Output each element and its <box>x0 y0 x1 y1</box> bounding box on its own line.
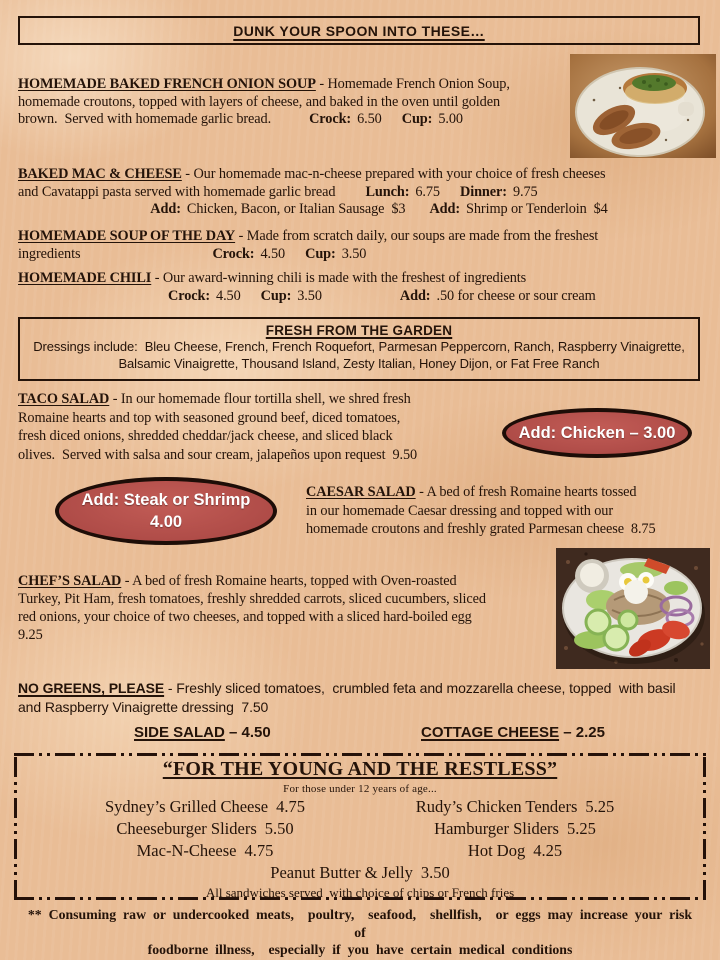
item-line <box>306 483 716 502</box>
item-line <box>18 572 563 590</box>
item-line <box>18 166 678 184</box>
item-soup-of-the-day <box>18 228 718 263</box>
item-line: and Raspberry Vinaigrette dressing 7.50 <box>18 699 269 715</box>
price-value: 3.50 <box>297 287 322 304</box>
item-title: HOMEMADE CHILI <box>18 270 152 286</box>
item-chefs-salad <box>18 572 563 644</box>
item-line: Romaine hearts and top with seasoned ground beef, diced tomatoes, <box>18 409 401 426</box>
spacer <box>322 299 400 300</box>
kids-item <box>50 818 360 840</box>
item-desc: - Our award-winning chili is made with the freshest of ingredients <box>151 270 527 286</box>
kids-item-price: 4.75 <box>276 797 305 816</box>
item-line <box>18 201 678 219</box>
item-desc: and Cavatappi pasta served with homemade garlic bread <box>18 183 336 200</box>
item-line <box>18 679 712 698</box>
item-line: in our homemade Caesar dressing and topped with our <box>306 502 613 519</box>
kids-item-price: 5.25 <box>566 819 596 838</box>
chefs-salad-photo <box>556 548 710 669</box>
kids-item <box>50 840 360 862</box>
kids-menu-title: “FOR THE YOUNG AND THE RESTLESS” <box>162 758 558 780</box>
item-title: HOMEMADE BAKED FRENCH ONION SOUP <box>18 76 316 92</box>
item-desc: - A bed of fresh Romaine hearts, topped with Oven-roasted <box>121 573 457 589</box>
item-desc: - A bed of fresh Romaine hearts tossed <box>415 484 637 500</box>
kids-item <box>50 796 360 818</box>
kids-item-price: 4.25 <box>533 841 563 860</box>
kids-item <box>360 818 670 840</box>
price-label: Lunch: <box>365 183 410 200</box>
item-title: TACO SALAD <box>18 391 110 407</box>
item-line <box>18 228 718 246</box>
item-line <box>18 288 718 306</box>
add-chicken-text: Add: Chicken – 3.00 <box>518 423 676 442</box>
item-line: homemade croutons, topped with layers of cheese, and baked in the oven until golden <box>18 93 501 110</box>
item-caesar-salad <box>306 483 716 539</box>
price-value: 3.50 <box>341 245 367 262</box>
kids-item-price: 4.75 <box>244 841 274 860</box>
item-title: SIDE SALAD <box>134 724 225 741</box>
item-title: COTTAGE CHEESE <box>421 724 560 741</box>
addon-value: Chicken, Bacon, or Italian Sausage $3 <box>186 201 406 217</box>
price-label: Crock: <box>168 287 211 304</box>
price-value: 4.50 <box>216 287 241 304</box>
item-desc: - In our homemade flour tortilla shell, we shred fresh <box>109 391 411 407</box>
french-onion-soup-photo <box>570 54 716 158</box>
kids-item <box>360 840 670 862</box>
kids-item-price: 5.25 <box>585 797 615 816</box>
garden-section-title: FRESH FROM THE GARDEN <box>265 323 453 338</box>
item-desc: - Made from scratch daily, our soups are made from the freshest <box>235 228 599 244</box>
price-label: Cup: <box>401 111 433 127</box>
kids-item-name: Hot Dog <box>467 841 526 860</box>
soups-section-title: DUNK YOUR SPOON INTO THESE… <box>233 22 485 39</box>
disclaimer-line: ** Consuming raw or undercooked meats, poultry, seafood, shellfish, or eggs may increase your risk of <box>27 907 700 940</box>
item-desc: brown. Served with homemade garlic bread. <box>18 111 272 127</box>
garden-dressings-line: Balsamic Vinaigrette, Thousand Island, Zesty Italian, Honey Dijon, or Fat Free Ranch <box>118 356 600 371</box>
price-value: 9.75 <box>512 183 538 200</box>
kids-item <box>360 796 670 818</box>
addon-label: Add: <box>399 287 431 304</box>
kids-menu-note: All sandwiches served with choice of chips or French fries <box>205 885 515 900</box>
kids-item-pbj <box>14 862 706 884</box>
item-title: NO GREENS, PLEASE <box>18 680 165 696</box>
disclaimer <box>20 906 700 959</box>
price-label: Dinner: <box>459 183 507 200</box>
item-line: homemade croutons and freshly grated Parmesan cheese 8.75 <box>306 521 656 537</box>
price-label: Cup: <box>305 245 336 262</box>
item-title: CAESAR SALAD <box>306 484 416 500</box>
spacer <box>80 257 212 258</box>
addon-value: Shrimp or Tenderloin $4 <box>466 201 608 217</box>
item-line: fresh diced onions, shredded cheddar/jack cheese, and sliced black <box>18 428 393 444</box>
addon-value: .50 for cheese or sour cream <box>436 287 596 304</box>
garden-dressings-line: Dressings include: Bleu Cheese, French, French Roquefort, Parmesan Peppercorn, Ranch, Raspberry Vinaigrette, <box>33 339 685 354</box>
item-side-salad <box>134 724 271 741</box>
item-homemade-chili <box>18 270 718 305</box>
kids-item-name: Hamburger Sliders <box>434 819 559 838</box>
item-line <box>18 390 498 409</box>
addon-label: Add: <box>150 201 181 217</box>
item-desc: - Homemade French Onion Soup, <box>315 76 510 92</box>
kids-item-name: Sydney’s Grilled Cheese <box>104 797 269 816</box>
item-desc: - Our homemade mac-n-cheese prepared with your choice of fresh cheeses <box>181 166 606 182</box>
price-value: – 2.25 <box>559 724 605 741</box>
add-steak-shrimp-badge <box>55 477 277 545</box>
spacer <box>271 122 309 123</box>
item-desc: ingredients <box>18 245 81 262</box>
item-line: Turkey, Pit Ham, fresh tomatoes, freshly shredded carrots, sliced cucumbers, sliced <box>18 591 486 607</box>
kids-item-price: 3.50 <box>420 863 450 882</box>
price-label: Cup: <box>260 287 292 304</box>
kids-item-name: Rudy’s Chicken Tenders <box>415 797 578 816</box>
item-title: BAKED MAC & CHEESE <box>18 166 182 182</box>
kids-menu-box <box>14 753 706 900</box>
kids-item-name: Peanut Butter & Jelly <box>270 863 413 882</box>
price-value: – 4.50 <box>224 724 271 741</box>
item-cottage-cheese <box>421 724 605 741</box>
price-value: 4.50 <box>260 245 286 262</box>
kids-menu-items <box>14 795 706 862</box>
kids-item-name: Cheeseburger Sliders <box>116 819 257 838</box>
add-steak-shrimp-price: 4.00 <box>149 513 183 531</box>
kids-item-price: 5.50 <box>264 819 294 838</box>
kids-item-name: Mac-N-Cheese <box>136 841 237 860</box>
add-steak-shrimp-text: Add: Steak or Shrimp <box>81 491 251 509</box>
price-label: Crock: <box>212 245 255 262</box>
item-french-onion-soup <box>18 76 570 129</box>
price-value: 6.75 <box>415 183 440 200</box>
item-line <box>18 246 718 264</box>
disclaimer-line: foodborne illness, especially if you have certain medical conditions <box>147 942 573 957</box>
item-taco-salad <box>18 390 498 464</box>
item-line <box>18 270 718 288</box>
add-chicken-badge <box>502 408 692 458</box>
price-label: Crock: <box>309 111 352 127</box>
item-line <box>18 111 570 129</box>
item-title: CHEF’S SALAD <box>18 573 122 589</box>
price-value: 6.50 <box>357 111 382 127</box>
item-desc: - Freshly sliced tomatoes, crumbled feta and mozzarella cheese, topped with basil <box>164 680 676 696</box>
addon-label: Add: <box>429 201 461 217</box>
spacer <box>335 195 365 196</box>
soups-section-header <box>18 16 700 45</box>
item-line: 9.25 <box>18 627 43 643</box>
item-baked-mac-cheese <box>18 166 678 219</box>
price-value: 5.00 <box>438 111 463 127</box>
item-line <box>18 184 678 202</box>
item-line: olives. Served with salsa and sour cream, jalapeños upon request 9.50 <box>18 446 418 463</box>
item-line <box>18 76 570 94</box>
item-title: HOMEMADE SOUP OF THE DAY <box>18 228 236 244</box>
item-no-greens <box>18 679 712 717</box>
garden-section-box <box>18 317 700 381</box>
kids-menu-subtitle: For those under 12 years of age... <box>283 783 437 795</box>
item-line: red onions, your choice of two cheeses, and topped with a sliced hard-boiled egg <box>18 609 472 625</box>
